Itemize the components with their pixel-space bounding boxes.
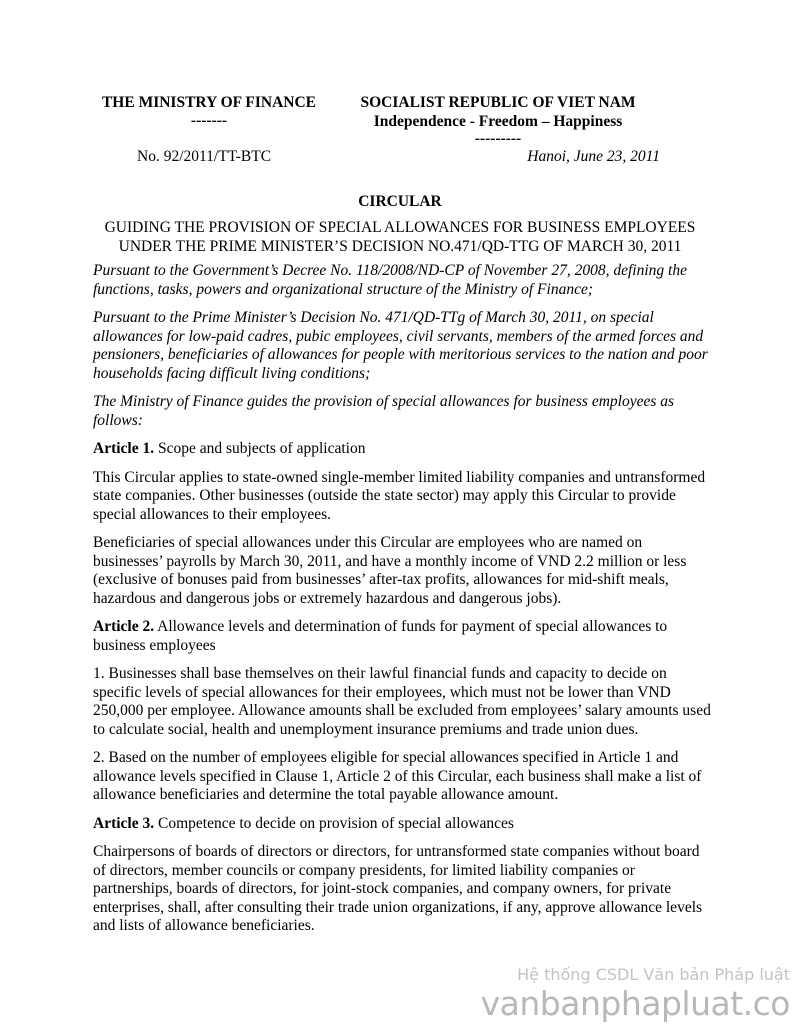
- article-2-paragraph: 2. Based on the number of employees eligible for special allowances specified in Article 1 and allowance levels specified in Clause 1, Article 2 of this Circular, each business shall make a list of allowance beneficiaries and determine the total payable allowance amount.: [93, 749, 702, 803]
- article-3-heading: [93, 815, 713, 834]
- article-1-title: Scope and subjects of application: [154, 440, 366, 457]
- motto-divider: ---------: [474, 130, 522, 147]
- preamble-guidance: The Ministry of Finance guides the provision of special allowances for business employees as follows:: [93, 393, 675, 429]
- country-name: SOCIALIST REPUBLIC OF VIET NAM: [360, 94, 636, 111]
- issuer-divider: -------: [190, 112, 228, 129]
- article-2-title: Allowance levels and determination of funds for payment of special allowances to business employees: [93, 618, 668, 654]
- article-2-heading: [93, 618, 713, 655]
- document-type: CIRCULAR: [358, 193, 442, 210]
- article-3-label: Article 3.: [93, 814, 155, 832]
- article-3-title: Competence to decide on provision of special allowances: [154, 814, 514, 832]
- article-3-paragraph: Chairpersons of boards of directors or directors, for untransformed state companies without board of directors, member councils or company presidents, for limited liability companies or partnerships, boards of directors, for joint-stock companies, and company owners, for private enterprises, shall, after consulting their trade union organizations, if any, approve allowance levels and lists of allowance beneficiaries.: [93, 843, 703, 934]
- preamble-decree: Pursuant to the Government’s Decree No. 118/2008/ND-CP of November 27, 2008, defining the functions, tasks, powers and organizational structure of the Ministry of Finance;: [93, 262, 687, 298]
- national-motto: Independence - Freedom – Happiness: [373, 113, 623, 130]
- site-watermark: [481, 965, 790, 1023]
- place-and-date: Hanoi, June 23, 2011: [527, 148, 660, 165]
- issuer-name: THE MINISTRY OF FINANCE: [101, 94, 317, 111]
- article-1-heading: [93, 440, 713, 459]
- article-2-label: Article 2.: [93, 618, 155, 635]
- document-number: No. 92/2011/TT-BTC: [137, 148, 272, 165]
- article-1-label: Article 1.: [93, 440, 155, 457]
- watermark-caption: Hệ thống CSDL Văn bản Pháp luật: [517, 965, 790, 984]
- article-2-paragraph: 1. Businesses shall base themselves on their lawful financial funds and capacity to decide on specific levels of special allowances for their employees, which must not be lower than VND 250,000 per employee. Allowance amounts shall be excluded from employees’ salary amounts used to calculate social, health and unemployment insurance premiums and trade union dues.: [93, 665, 711, 738]
- article-1-paragraph: This Circular applies to state-owned single-member limited liability companies and untransformed state companies. Other businesses (outside the state sector) may apply this Circular to provide special allowances to their employees.: [93, 468, 706, 523]
- article-1-paragraph: Beneficiaries of special allowances under this Circular are employees who are named on businesses’ payrolls by March 30, 2011, and have a monthly income of VND 2.2 million or less (exclusive of bonuses paid from businesses’ after-tax profits, allowances for mid-shift meals, hazardous and dangerous jobs or extremely hazardous and dangerous jobs).: [93, 534, 687, 607]
- document-body: [93, 262, 713, 946]
- preamble-decision: Pursuant to the Prime Minister’s Decision No. 471/QD-TTg of March 30, 2011, on special allowances for low-paid cadres, pubic employees, civil servants, members of the armed forces and pensioners, beneficiaries of allowances for people with meritorious services to the nation and poor households facing difficult living conditions;: [93, 309, 708, 382]
- document-subject: GUIDING THE PROVISION OF SPECIAL ALLOWANCES FOR BUSINESS EMPLOYEES UNDER THE PRIME MINISTER’S DECISION NO.471/QD-TTG OF MARCH 30, 2011: [104, 219, 696, 255]
- watermark-domain: vanbanphapluat.co: [480, 984, 790, 1023]
